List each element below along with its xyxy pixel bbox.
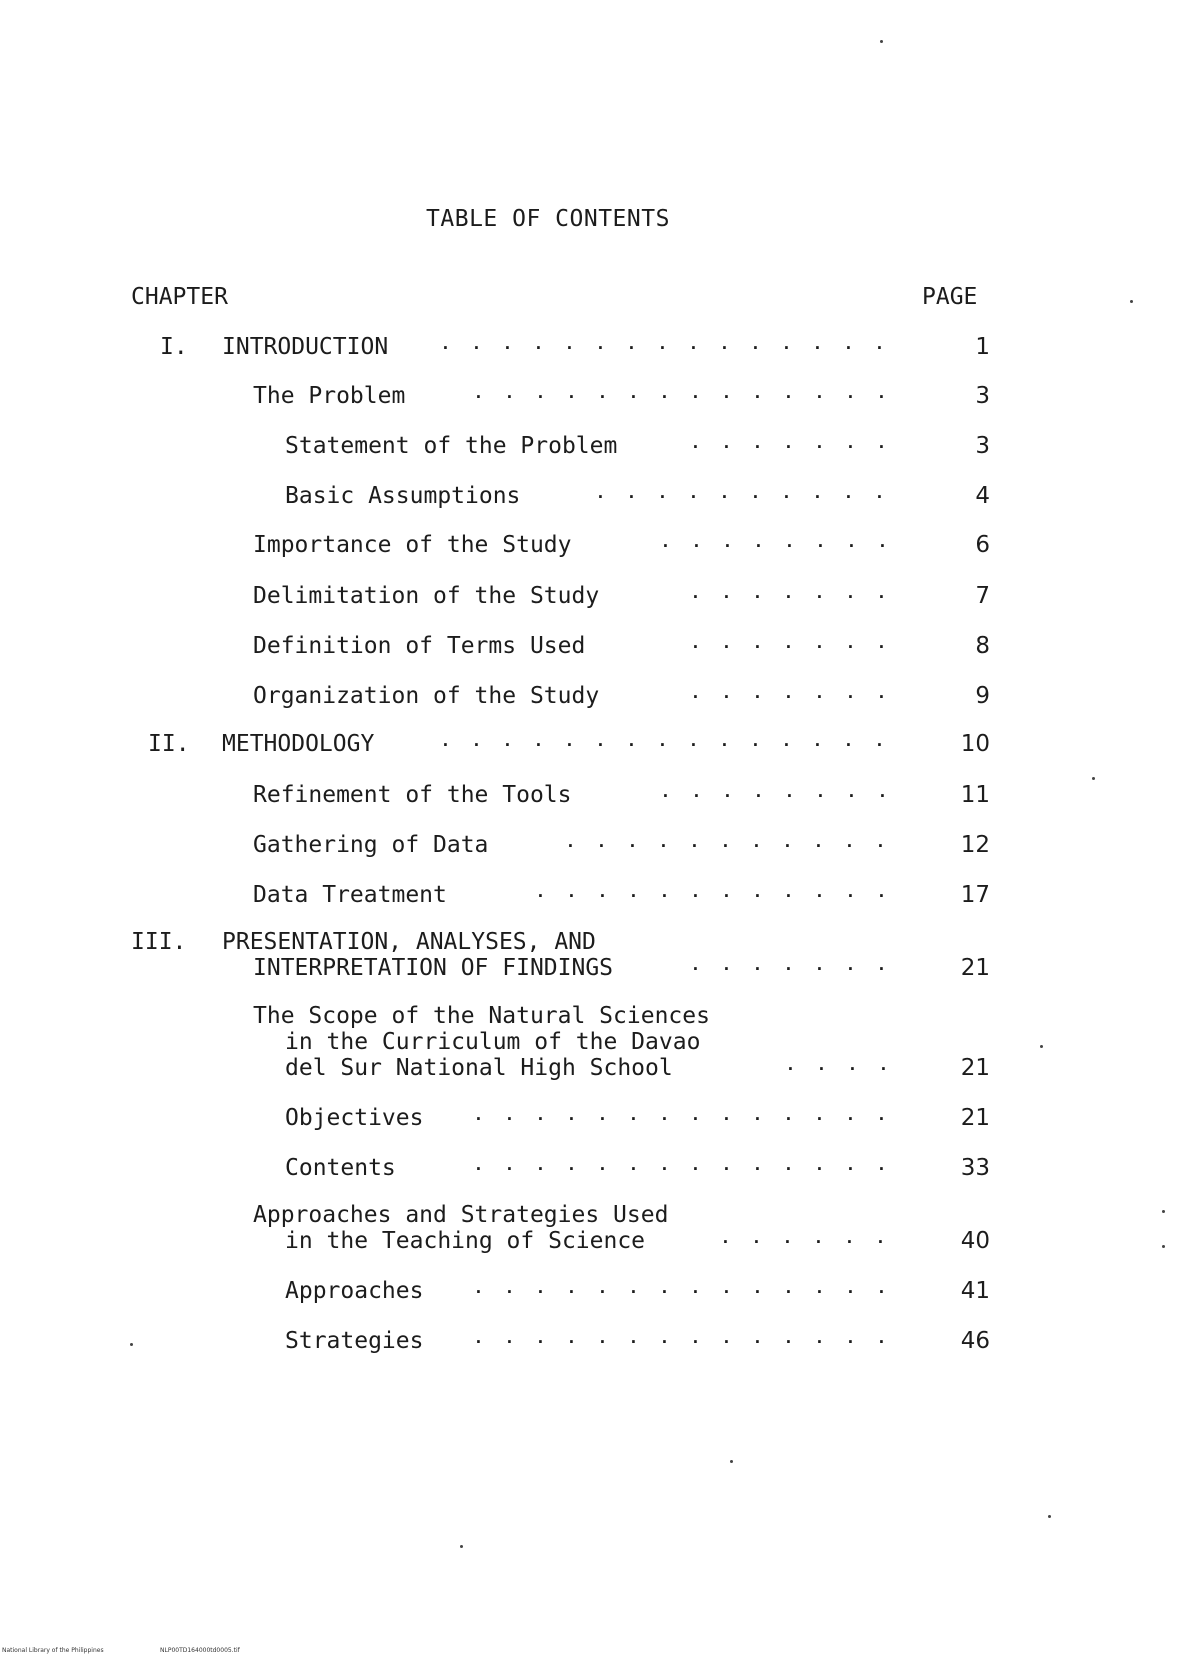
page-number: 3	[975, 433, 990, 459]
entry-title: Refinement of the Tools	[253, 782, 572, 808]
dot-leader: . . . . . . . . . . . . . .	[473, 1328, 887, 1347]
page-column-header: PAGE	[922, 284, 978, 310]
page-number: 8	[975, 633, 990, 659]
page-number: 11	[960, 782, 990, 808]
page-number: 6	[975, 532, 990, 558]
scan-speck	[1162, 1210, 1165, 1213]
footer-library-credit: National Library of the Philippines	[2, 1647, 104, 1654]
chapter-column-header: CHAPTER	[131, 284, 228, 310]
entry-title: The Scope of the Natural Sciences	[253, 1003, 710, 1029]
entry-title: Gathering of Data	[253, 832, 489, 858]
page-number: 40	[960, 1228, 990, 1254]
scan-speck	[880, 40, 883, 43]
page-number: 33	[960, 1155, 990, 1181]
dot-leader: . . . . . . . . . . . . . .	[473, 1105, 887, 1124]
entry-title: Approaches	[285, 1278, 424, 1304]
page-number: 41	[960, 1278, 990, 1304]
entry-title: Delimitation of the Study	[253, 583, 600, 609]
entry-title: Strategies	[285, 1328, 424, 1354]
dot-leader: . . . . . . . . . .	[595, 483, 885, 502]
entry-title: Importance of the Study	[253, 532, 572, 558]
dot-leader: . . . . . . . . . . . . . .	[473, 1155, 887, 1174]
dot-leader: . . . . . . . . . . . . . . .	[440, 334, 885, 353]
entry-title: del Sur National High School	[285, 1055, 673, 1081]
entry-title: Data Treatment	[253, 882, 447, 908]
entry-title: Contents	[285, 1155, 396, 1181]
entry-title: Definition of Terms Used	[253, 633, 586, 659]
entry-title: Statement of the Problem	[285, 433, 618, 459]
page-number: 21	[960, 1055, 990, 1081]
entry-title: INTRODUCTION	[222, 334, 389, 360]
chapter-number: I.	[160, 334, 188, 360]
page-number: 46	[960, 1328, 990, 1354]
scan-speck	[130, 1343, 133, 1346]
dot-leader: . . . .	[785, 1055, 889, 1074]
scan-speck	[1040, 1045, 1043, 1048]
entry-title: INTERPRETATION OF FINDINGS	[253, 955, 614, 981]
dot-leader: . . . . . . .	[690, 583, 887, 602]
entry-title: in the Curriculum of the Davao	[285, 1029, 701, 1055]
chapter-number: III.	[131, 929, 187, 955]
scan-speck	[1092, 777, 1095, 780]
scan-speck	[1048, 1515, 1051, 1518]
page-number: 17	[960, 882, 990, 908]
page-number: 21	[960, 955, 990, 981]
page-number: 1	[975, 334, 990, 360]
entry-title: Approaches and Strategies Used	[253, 1202, 669, 1228]
dot-leader: . . . . . . . . . . .	[565, 832, 886, 851]
entry-title: The Problem	[253, 383, 406, 409]
scan-speck	[1162, 1245, 1165, 1248]
entry-title: METHODOLOGY	[222, 731, 375, 757]
page-number: 4	[975, 483, 990, 509]
entry-title: Organization of the Study	[253, 683, 600, 709]
dot-leader: . . . . . . . . . . . .	[535, 882, 887, 901]
dot-leader: . . . . . . .	[690, 433, 887, 452]
page-number: 10	[960, 731, 990, 757]
dot-leader: . . . . . . . . . . . . . .	[473, 383, 887, 402]
dot-leader: . . . . . . .	[690, 683, 887, 702]
dot-leader: . . . . . . . . . . . . . .	[473, 1278, 887, 1297]
footer-file-name: NLP00TD164000td0005.tif	[160, 1647, 240, 1654]
page-title: TABLE OF CONTENTS	[426, 206, 670, 232]
scan-speck	[460, 1545, 463, 1548]
entry-title: Basic Assumptions	[285, 483, 521, 509]
page-number: 7	[975, 583, 990, 609]
page-number: 3	[975, 383, 990, 409]
dot-leader: . . . . . . .	[690, 633, 887, 652]
entry-title: Objectives	[285, 1105, 424, 1131]
dot-leader: . . . . . . . . . . . . . . .	[440, 731, 885, 750]
dot-leader: . . . . . .	[720, 1228, 886, 1247]
page-number: 21	[960, 1105, 990, 1131]
page-number: 9	[975, 683, 990, 709]
entry-title: PRESENTATION, ANALYSES, AND	[222, 929, 596, 955]
dot-leader: . . . . . . .	[690, 955, 887, 974]
chapter-number: II.	[148, 731, 190, 757]
page-number: 12	[960, 832, 990, 858]
scan-speck	[1130, 300, 1133, 303]
entry-title: in the Teaching of Science	[285, 1228, 646, 1254]
scan-speck	[730, 1460, 733, 1463]
dot-leader: . . . . . . . .	[660, 532, 888, 551]
dot-leader: . . . . . . . .	[660, 782, 888, 801]
